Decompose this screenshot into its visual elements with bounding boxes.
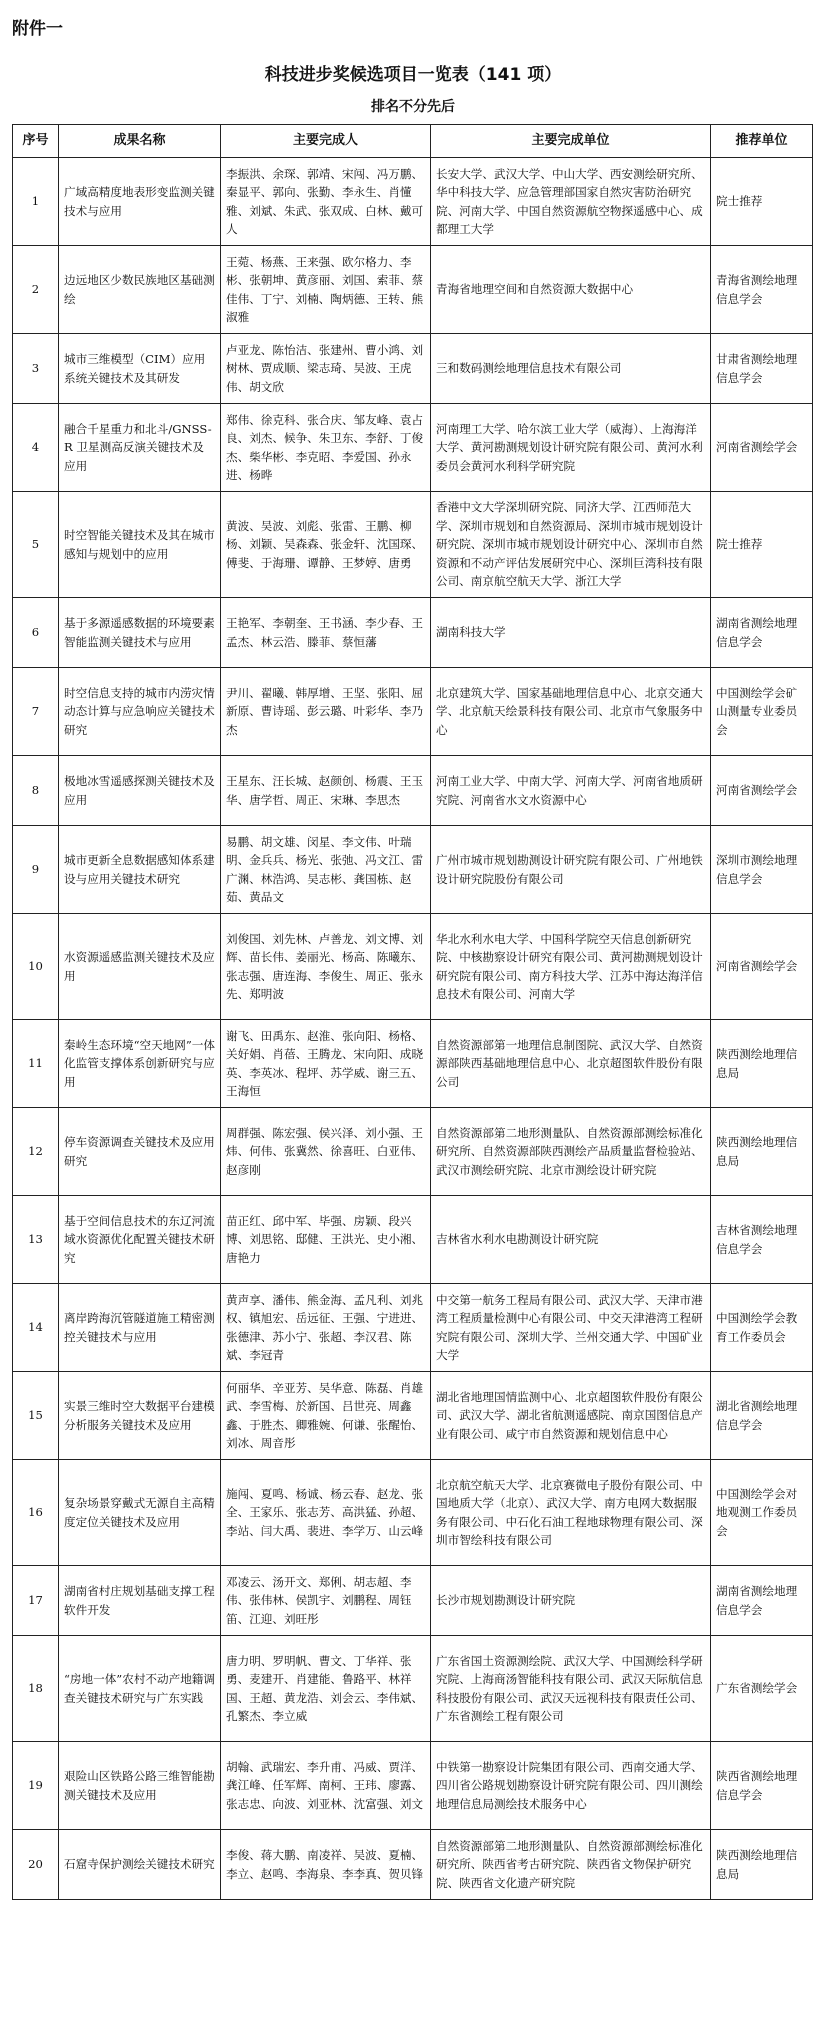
- cell-people: 王星东、汪长城、赵颜创、杨震、王玉华、唐学哲、周正、宋琳、李思杰: [221, 756, 431, 826]
- cell-units: 自然资源部第二地形测量队、自然资源部测绘标准化研究所、自然资源部陕西测绘产品质量监督检验站、武汉市测绘研究院、北京市测绘设计研究院: [431, 1108, 711, 1196]
- table-row: [13, 1372, 813, 1460]
- cell-units: 河南理工大学、哈尔滨工业大学（威海）、上海海洋大学、黄河勘测规划设计研究院有限公司、黄河水利委员会黄河水利科学研究院: [431, 404, 711, 492]
- cell-recommender: 广东省测绘学会: [711, 1636, 813, 1742]
- cell-name: 极地冰雪遥感探测关键技术及应用: [59, 756, 221, 826]
- cell-no: 3: [13, 334, 59, 404]
- cell-no: 6: [13, 598, 59, 668]
- col-header-people: 主要完成人: [221, 125, 431, 158]
- table-row: [13, 1108, 813, 1196]
- cell-people: 黄波、吴波、刘彪、张雷、王鹏、柳杨、刘颖、吴森森、张金轩、沈国琛、傅斐、于海珊、谭静、王梦婷、唐勇: [221, 492, 431, 598]
- cell-units: 华北水利水电大学、中国科学院空天信息创新研究院、中核勘察设计研究有限公司、黄河勘测规划设计研究院有限公司、南方科技大学、江苏中海达海洋信息技术有限公司、河南大学: [431, 914, 711, 1020]
- cell-no: 12: [13, 1108, 59, 1196]
- cell-units: 中交第一航务工程局有限公司、武汉大学、天津市港湾工程质量检测中心有限公司、中交天津港湾工程研究院有限公司、深圳大学、兰州交通大学、中国矿业大学: [431, 1284, 711, 1372]
- cell-no: 16: [13, 1460, 59, 1566]
- col-header-recommender: 推荐单位: [711, 125, 813, 158]
- cell-recommender: 深圳市测绘地理信息学会: [711, 826, 813, 914]
- table-header-row: [13, 125, 813, 158]
- cell-recommender: 院士推荐: [711, 492, 813, 598]
- cell-recommender: 院士推荐: [711, 158, 813, 246]
- cell-name: 湖南省村庄规划基础支撑工程软件开发: [59, 1566, 221, 1636]
- cell-recommender: 吉林省测绘地理信息学会: [711, 1196, 813, 1284]
- cell-name: “房地一体”农村不动产地籍调查关键技术研究与广东实践: [59, 1636, 221, 1742]
- page-title: 科技进步奖候选项目一览表（141 项）: [264, 65, 562, 85]
- table-row: [13, 334, 813, 404]
- cell-people: 施闯、夏鸣、杨诚、杨云春、赵龙、张全、王家乐、张志芳、高洪猛、孙超、李站、闫大禹、裴进、李学万、山云峰: [221, 1460, 431, 1566]
- cell-recommender: 湖南省测绘地理信息学会: [711, 1566, 813, 1636]
- cell-no: 13: [13, 1196, 59, 1284]
- cell-recommender: 陕西测绘地理信息局: [711, 1830, 813, 1900]
- cell-people: 易鹏、胡文雄、闵星、李文伟、叶瑞明、金兵兵、杨光、张弛、冯文江、雷广渊、林浩鸿、吴志彬、龚国栋、赵茹、黄品文: [221, 826, 431, 914]
- cell-units: 长安大学、武汉大学、中山大学、西安测绘研究所、华中科技大学、应急管理部国家自然灾害防治研究院、河南大学、中国自然资源航空物探遥感中心、成都理工大学: [431, 158, 711, 246]
- cell-name: 城市更新全息数据感知体系建设与应用关键技术研究: [59, 826, 221, 914]
- cell-recommender: 青海省测绘地理信息学会: [711, 246, 813, 334]
- cell-units: 青海省地理空间和自然资源大数据中心: [431, 246, 711, 334]
- table-row: [13, 756, 813, 826]
- col-header-name: 成果名称: [59, 125, 221, 158]
- col-header-no: 序号: [13, 125, 59, 158]
- cell-name: 离岸跨海沉管隧道施工精密测控关键技术与应用: [59, 1284, 221, 1372]
- cell-no: 17: [13, 1566, 59, 1636]
- table-row: [13, 1284, 813, 1372]
- cell-no: 9: [13, 826, 59, 914]
- cell-people: 苗正红、邱中军、毕强、房颖、段兴博、刘思铭、邸健、王洪光、史小湘、唐艳力: [221, 1196, 431, 1284]
- cell-name: 停车资源调查关键技术及应用研究: [59, 1108, 221, 1196]
- cell-units: 河南工业大学、中南大学、河南大学、河南省地质研究院、河南省水文水资源中心: [431, 756, 711, 826]
- cell-people: 卢亚龙、陈怡洁、张建州、曹小鸿、刘树林、贾成顺、梁志琦、吴波、王虎伟、胡文欣: [221, 334, 431, 404]
- cell-no: 18: [13, 1636, 59, 1742]
- page-subtitle: 排名不分先后: [371, 99, 455, 115]
- cell-people: 胡翰、武瑞宏、李升甫、冯威、贾洋、龚江峰、任军辉、南柯、王玮、廖露、张志忠、向波、刘亚林、沈富强、刘文: [221, 1742, 431, 1830]
- cell-no: 1: [13, 158, 59, 246]
- cell-no: 19: [13, 1742, 59, 1830]
- cell-recommender: 陕西测绘地理信息局: [711, 1108, 813, 1196]
- cell-name: 时空智能关键技术及其在城市感知与规划中的应用: [59, 492, 221, 598]
- cell-name: 边远地区少数民族地区基础测绘: [59, 246, 221, 334]
- cell-units: 自然资源部第一地理信息制图院、武汉大学、自然资源部陕西基础地理信息中心、北京超图软件股份有限公司: [431, 1020, 711, 1108]
- cell-people: 王菀、杨燕、王来强、欧尔格力、李彬、张朝坤、黄彦丽、刘国、索菲、蔡佳伟、丁宁、刘楠、陶炳德、王转、熊淑雅: [221, 246, 431, 334]
- cell-no: 8: [13, 756, 59, 826]
- cell-people: 王艳军、李朝奎、王书涵、李少春、王孟杰、林云浩、滕菲、蔡恒藩: [221, 598, 431, 668]
- cell-name: 复杂场景穿戴式无源自主高精度定位关键技术及应用: [59, 1460, 221, 1566]
- cell-recommender: 中国测绘学会教育工作委员会: [711, 1284, 813, 1372]
- cell-people: 刘俊国、刘先林、卢善龙、刘文博、刘辉、苗长伟、姜丽光、杨高、陈曦东、张志强、唐连海、李俊生、周正、张永先、郑明波: [221, 914, 431, 1020]
- cell-name: 时空信息支持的城市内涝灾情动态计算与应急响应关键技术研究: [59, 668, 221, 756]
- cell-name: 艰险山区铁路公路三维智能勘测关键技术及应用: [59, 1742, 221, 1830]
- cell-people: 郑伟、徐克科、张合庆、邹友峰、袁占良、刘杰、候争、朱卫东、李舒、丁俊杰、柴华彬、李克昭、李爱国、孙永进、杨晔: [221, 404, 431, 492]
- table-row: [13, 246, 813, 334]
- cell-name: 基于多源遥感数据的环境要素智能监测关键技术与应用: [59, 598, 221, 668]
- cell-recommender: 甘肃省测绘地理信息学会: [711, 334, 813, 404]
- table-row: [13, 598, 813, 668]
- cell-people: 尹川、翟曦、韩厚增、王坚、张阳、屈新原、曹诗瑶、彭云璐、叶彩华、李乃杰: [221, 668, 431, 756]
- table-row: [13, 1460, 813, 1566]
- cell-name: 基于空间信息技术的东辽河流域水资源优化配置关键技术研究: [59, 1196, 221, 1284]
- cell-units: 长沙市规划勘测设计研究院: [431, 1566, 711, 1636]
- table-row: [13, 1196, 813, 1284]
- cell-name: 城市三维模型（CIM）应用系统关键技术及其研发: [59, 334, 221, 404]
- table-row: [13, 158, 813, 246]
- cell-recommender: 河南省测绘学会: [711, 914, 813, 1020]
- table-row: [13, 404, 813, 492]
- cell-no: 5: [13, 492, 59, 598]
- table-row: [13, 1742, 813, 1830]
- col-header-units: 主要完成单位: [431, 125, 711, 158]
- cell-recommender: 河南省测绘学会: [711, 756, 813, 826]
- table-row: [13, 1566, 813, 1636]
- table-row: [13, 1636, 813, 1742]
- cell-people: 周群强、陈宏强、侯兴泽、刘小强、王炜、何伟、张冀然、徐喜旺、白亚伟、赵彦刚: [221, 1108, 431, 1196]
- cell-units: 吉林省水利水电勘测设计研究院: [431, 1196, 711, 1284]
- cell-name: 秦岭生态环境“空天地网”一体化监管支撑体系创新研究与应用: [59, 1020, 221, 1108]
- table-row: [13, 668, 813, 756]
- cell-units: 北京航空航天大学、北京赛微电子股份有限公司、中国地质大学（北京）、武汉大学、南方电网大数据服务有限公司、中石化石油工程地球物理有限公司、深圳市智绘科技有限公司: [431, 1460, 711, 1566]
- table-row: [13, 826, 813, 914]
- cell-units: 中铁第一勘察设计院集团有限公司、西南交通大学、四川省公路规划勘察设计研究院有限公司、四川测绘地理信息局测绘技术服务中心: [431, 1742, 711, 1830]
- projects-table: [12, 124, 813, 1900]
- cell-units: 广东省国土资源测绘院、武汉大学、中国测绘科学研究院、上海商汤智能科技有限公司、武汉天际航信息科技股份有限公司、武汉天远视科技有限责任公司、广东省测绘工程有限公司: [431, 1636, 711, 1742]
- cell-no: 20: [13, 1830, 59, 1900]
- cell-people: 唐力明、罗明帆、曹文、丁华祥、张勇、麦建开、肖建能、鲁路平、林祥国、王超、黄龙浩、刘会云、李伟斌、孔繁杰、李立威: [221, 1636, 431, 1742]
- cell-people: 黄声享、潘伟、熊金海、孟凡利、刘兆权、镇旭宏、岳远征、王强、宁进进、张德津、苏小宁、张超、李汉君、陈斌、李冠青: [221, 1284, 431, 1372]
- cell-people: 李俊、蒋大鹏、南凌祥、吴波、夏楠、李立、赵鸣、李海泉、李李真、贺贝锋: [221, 1830, 431, 1900]
- cell-recommender: 湖南省测绘地理信息学会: [711, 598, 813, 668]
- cell-units: 湖北省地理国情监测中心、北京超图软件股份有限公司、武汉大学、湖北省航测遥感院、南京国图信息产业有限公司、咸宁市自然资源和规划信息中心: [431, 1372, 711, 1460]
- cell-units: 香港中文大学深圳研究院、同济大学、江西师范大学、深圳市规划和自然资源局、深圳市城市规划设计研究院、深圳市城市规划设计研究中心、深圳市自然资源和不动产评估发展研究中心、深圳巨湾科技有限公司、南京航空航天大学、浙江大学: [431, 492, 711, 598]
- cell-no: 10: [13, 914, 59, 1020]
- cell-no: 2: [13, 246, 59, 334]
- cell-no: 14: [13, 1284, 59, 1372]
- cell-recommender: 湖北省测绘地理信息学会: [711, 1372, 813, 1460]
- table-body: [13, 158, 813, 1900]
- cell-units: 湖南科技大学: [431, 598, 711, 668]
- cell-recommender: 中国测绘学会对地观测工作委员会: [711, 1460, 813, 1566]
- cell-no: 4: [13, 404, 59, 492]
- cell-recommender: 河南省测绘学会: [711, 404, 813, 492]
- cell-units: 广州市城市规划勘测设计研究院有限公司、广州地铁设计研究院股份有限公司: [431, 826, 711, 914]
- cell-name: 石窟寺保护测绘关键技术研究: [59, 1830, 221, 1900]
- cell-units: 自然资源部第二地形测量队、自然资源部测绘标准化研究所、陕西省考古研究院、陕西省文物保护研究院、陕西省文化遗产研究院: [431, 1830, 711, 1900]
- cell-people: 邓凌云、汤开文、郑俐、胡志超、李伟、张伟林、侯凯宇、刘鹏程、周钰笛、江迎、刘旺彤: [221, 1566, 431, 1636]
- table-row: [13, 1830, 813, 1900]
- cell-people: 谢飞、田禹东、赵淮、张向阳、杨格、关好娟、肖蓓、王腾龙、宋向阳、成晓英、李英冰、程坪、苏学威、谢三五、王海恒: [221, 1020, 431, 1108]
- attachment-label: 附件一: [12, 19, 63, 39]
- cell-people: 李振洪、余琛、郭靖、宋闯、冯万鹏、秦显平、郭向、张勤、李永生、肖懂雅、刘斌、朱武、张双成、白林、戴可人: [221, 158, 431, 246]
- table-row: [13, 914, 813, 1020]
- cell-units: 三和数码测绘地理信息技术有限公司: [431, 334, 711, 404]
- cell-no: 15: [13, 1372, 59, 1460]
- cell-people: 何丽华、辛亚芳、吴华意、陈磊、肖雄武、李雪梅、於新国、吕世亮、周鑫鑫、于胜杰、卿雅婉、何谦、张醒怡、刘冰、周音彤: [221, 1372, 431, 1460]
- cell-name: 水资源遥感监测关键技术及应用: [59, 914, 221, 1020]
- cell-no: 7: [13, 668, 59, 756]
- cell-name: 实景三维时空大数据平台建模分析服务关键技术及应用: [59, 1372, 221, 1460]
- cell-name: 融合千星重力和北斗/GNSS-R 卫星测高反演关键技术及应用: [59, 404, 221, 492]
- cell-recommender: 中国测绘学会矿山测量专业委员会: [711, 668, 813, 756]
- cell-recommender: 陕西测绘地理信息局: [711, 1020, 813, 1108]
- cell-units: 北京建筑大学、国家基础地理信息中心、北京交通大学、北京航天绘景科技有限公司、北京市气象服务中心: [431, 668, 711, 756]
- cell-recommender: 陕西省测绘地理信息学会: [711, 1742, 813, 1830]
- table-row: [13, 1020, 813, 1108]
- cell-no: 11: [13, 1020, 59, 1108]
- cell-name: 广域高精度地表形变监测关键技术与应用: [59, 158, 221, 246]
- table-row: [13, 492, 813, 598]
